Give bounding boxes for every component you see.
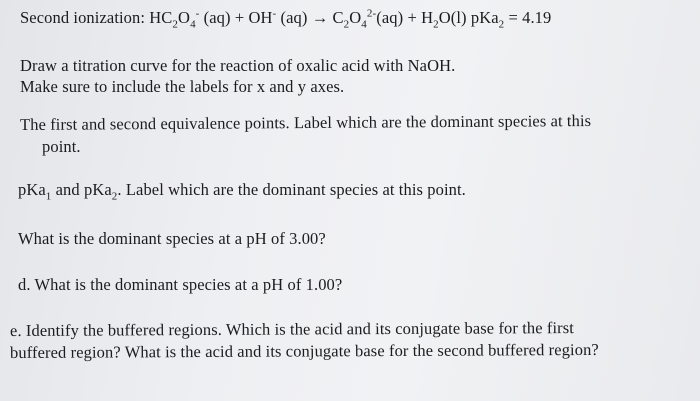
equation-prefix: Second ionization: HC [20, 8, 173, 27]
equation-carbon: C [328, 8, 344, 27]
question-ph-1: d. What is the dominant species at a pH of 1.00? [18, 275, 343, 294]
equation-subscript: 2 [172, 18, 179, 31]
question-buffered-regions: e. Identify the buffered regions. Which is the acid and its conjugate base for the first [9, 318, 575, 340]
question-equivalence-points-cont: point. [42, 137, 81, 156]
equation-subscript: 2 [498, 18, 505, 31]
question-equivalence-points: The first and second equivalence points. Label which are the dominant species at this [19, 111, 592, 134]
equation-charge: 2- [366, 7, 377, 20]
pka2-label: and pKa [51, 180, 112, 199]
reaction-arrow-icon: → [311, 8, 329, 27]
equation-water-pka: O(l) pKa [438, 8, 499, 27]
question-buffered-regions-cont: buffered region? What is the acid and its conjugate base for the second buffered region? [9, 339, 599, 362]
equation-subscript: 2 [433, 18, 439, 31]
instruction-draw-curve: Draw a titration curve for the reaction of oxalic acid with NaOH. [20, 56, 456, 75]
equation-subscript: 2 [343, 18, 350, 31]
pka-subscript: 2 [111, 190, 118, 203]
equation-state: (aq) + H [376, 8, 434, 27]
equation-oxygen: O [349, 8, 362, 27]
instruction-axis-labels: Make sure to include the labels for x and y axes. [20, 77, 345, 96]
equation-charge: - [272, 7, 277, 20]
equation-state: (aq) + OH [199, 8, 273, 27]
second-ionization-equation [20, 7, 552, 31]
question-pka-species [18, 180, 466, 203]
pka-subscript: 1 [45, 190, 52, 203]
pka2-value: = 4.19 [504, 8, 552, 27]
equation-charge: - [195, 7, 200, 20]
question-ph-3: What is the dominant species at a pH of 3.00? [18, 229, 326, 248]
equation-subscript: 4 [190, 18, 196, 31]
pka1-label: pKa [18, 180, 46, 199]
pka-question-text: . Label which are the dominant species at this point. [117, 180, 466, 199]
equation-state: (aq) [276, 8, 312, 27]
equation-subscript: 4 [361, 18, 367, 31]
equation-oxygen: O [178, 8, 191, 27]
